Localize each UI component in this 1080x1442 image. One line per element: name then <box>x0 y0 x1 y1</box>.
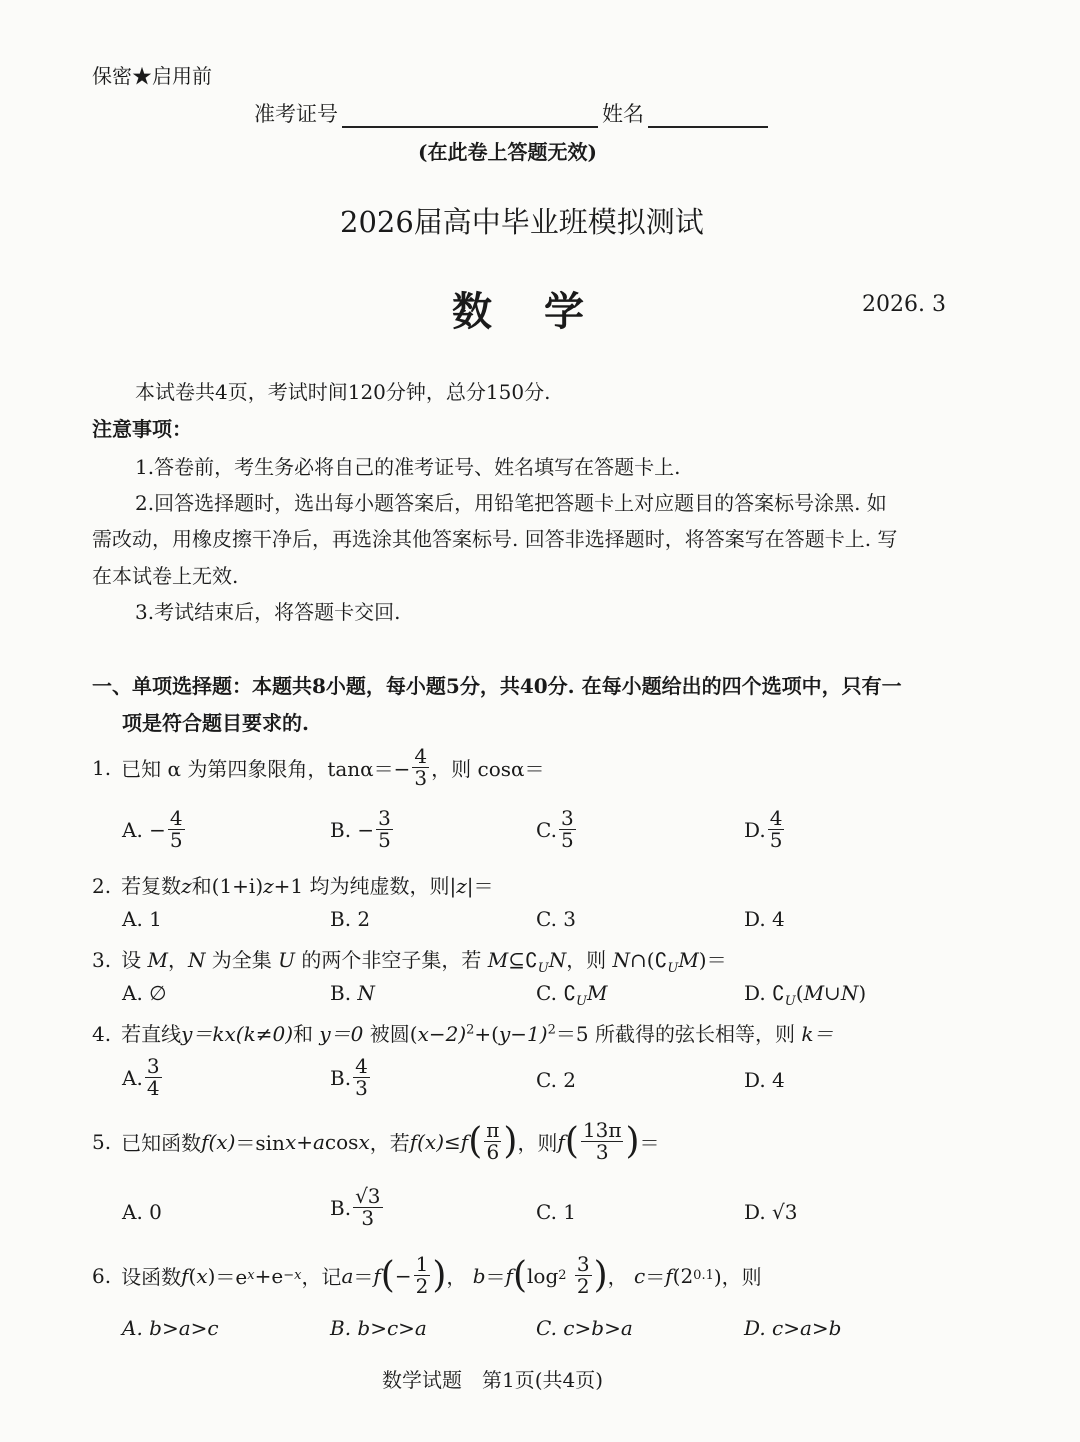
note-2-line-2: 需改动，用橡皮擦干净后，再选涂其他答案标号. 回答非选择题时，将答案写在答题卡上. 写 <box>92 527 898 551</box>
section-1-heading-line-2: 项是符合题目要求的. <box>122 711 309 735</box>
q3-option-b: B. N <box>330 981 375 1005</box>
q2-option-a: A. 1 <box>122 907 162 931</box>
q6-option-c: C. c>b>a <box>536 1316 633 1340</box>
exam-no-blank <box>342 106 598 128</box>
name-blank <box>648 106 768 128</box>
q1-option-c: C. $\frac{3}{5}$ <box>536 806 574 852</box>
q4-option-c: C. 2 <box>536 1068 577 1092</box>
q1-fraction: $\frac{4}{3}$ <box>414 744 428 790</box>
notes-heading: 注意事项： <box>92 417 192 441</box>
note-1: 1.答卷前，考生务必将自己的准考证号、姓名填写在答题卡上. <box>135 455 681 479</box>
page-footer: 数学试题 第1页(共4页) <box>382 1368 604 1392</box>
question-5: 5. 已知函数 f(x) ＝sin x + a cos x ，若 f(x) ≤ f ( $\frac{\pi}{6}$ ) ，则 f ( $\frac{13\pi}{3}$ ) ＝ <box>92 1118 660 1164</box>
q6-option-a: A. b>a>c <box>122 1316 219 1340</box>
note-3: 3.考试结束后，将答题卡交回. <box>135 600 401 624</box>
q5-option-c: C. 1 <box>536 1200 577 1224</box>
q6-option-d: D. c>a>b <box>744 1316 842 1340</box>
q1-option-a: A. − $\frac{4}{5}$ <box>122 806 183 852</box>
q4-option-d: D. 4 <box>744 1068 785 1092</box>
section-1-heading-line-1: 一、单项选择题：本题共8小题，每小题5分，共40分. 在每小题给出的四个选项中，只有一 <box>92 674 902 698</box>
confidential-label: 保密★启用前 <box>92 64 212 88</box>
q5-option-d: D. √3 <box>744 1200 798 1224</box>
question-4: 4. 若直线y＝kx(k≠0)和 y＝0 被圆$(x-2)^2+(y-1)^2=5$ 所截得的弦长相等，则 k＝ <box>92 1022 834 1046</box>
exam-title: 2026届高中毕业班模拟测试 <box>340 205 704 239</box>
exam-summary: 本试卷共4页，考试时间120分钟，总分150分. <box>135 380 551 404</box>
question-1 <box>92 746 545 789</box>
exam-no-label: 准考证号 <box>254 102 338 126</box>
question-2: 2. 若复数z和(1+i)z+1 均为纯虚数，则|z|＝ <box>92 874 494 898</box>
q6-option-b: B. b>c>a <box>330 1316 427 1340</box>
q3-option-a: A. ∅ <box>122 981 167 1005</box>
q3-option-c: C. $∁_UM$ <box>536 981 608 1009</box>
q4-option-b: B. $\frac{4}{3}$ <box>330 1054 368 1100</box>
invalid-note: (在此卷上答题无效) <box>418 140 597 164</box>
q2-option-c: C. 3 <box>536 907 577 931</box>
note-2-line-1: 2.回答选择题时，选出每小题答案后，用铅笔把答题卡上对应题目的答案标号涂黑. 如 <box>135 491 887 515</box>
q1-option-b: B. − $\frac{3}{5}$ <box>330 806 391 852</box>
name-label: 姓名 <box>602 102 644 126</box>
exam-date: 2026. 3 <box>862 292 946 317</box>
q1-text-b: ，则 cosα＝ <box>431 757 545 781</box>
q1-text-a: 已知 α 为第四象限角，tanα＝− <box>121 757 411 781</box>
q1-option-d: D. $\frac{4}{5}$ <box>744 806 783 852</box>
exam-id-row <box>254 98 772 128</box>
q4-option-a: A. $\frac{3}{4}$ <box>122 1054 160 1100</box>
q2-option-d: D. 4 <box>744 907 785 931</box>
question-3: 3. 设 M，N 为全集 U 的两个非空子集，若 $M⊆∁_UN$，则 $N\cap(∁_UM)=$ <box>92 948 727 976</box>
q2-option-b: B. 2 <box>330 907 371 931</box>
subject-title: 数 学 <box>452 288 590 335</box>
q3-option-d: D. $∁_U(M\cup N)$ <box>744 981 867 1009</box>
note-2-line-3: 在本试卷上无效. <box>92 564 239 588</box>
q5-option-b: B. $\frac{√3}{3}$ <box>330 1184 381 1230</box>
q1-number: 1. <box>92 755 112 780</box>
q5-option-a: A. 0 <box>122 1200 162 1224</box>
question-6: 6. 设函数 f ( x ) ＝e x +e −x ，记 a ＝ f ( − $\frac{1}{2}$ ) ， b ＝ f ( log 2 $\frac{3}{2}$ ) ， c ＝ f (2 0.1 )，则 <box>92 1252 762 1298</box>
